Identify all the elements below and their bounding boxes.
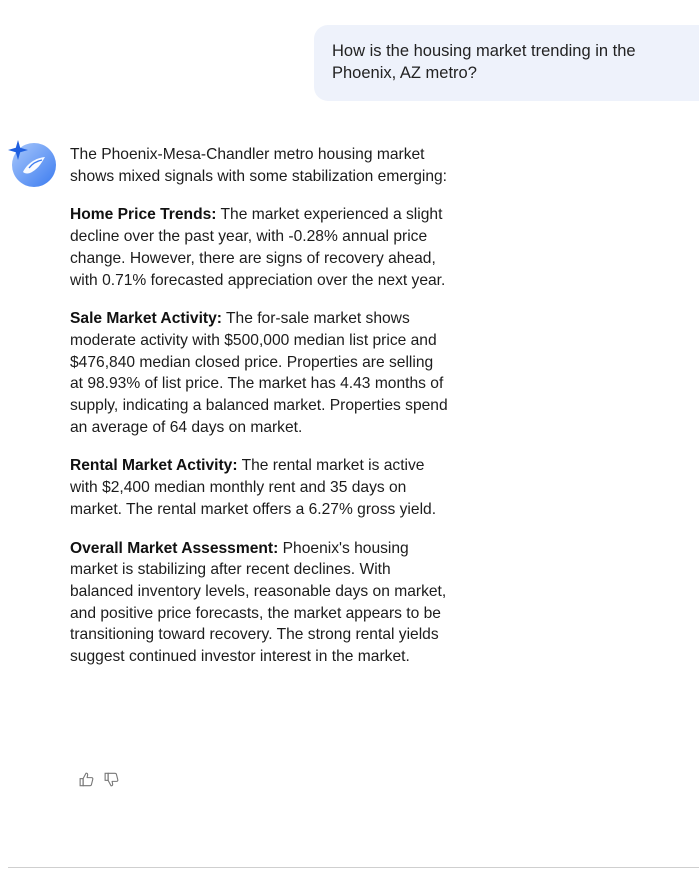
answer-intro: The Phoenix-Mesa-Chandler metro housing market shows mixed signals with some stabilization emerging: [70,146,448,185]
feedback-bar [78,771,120,788]
section-body: Phoenix's housing market is stabilizing after recent declines. With balanced inventory levels, reasonable days on market, and positive price forecasts, the market appears to be transitioning toward recovery. The strong rental yields suggest continued investor interest in the market. [70,539,447,666]
section-heading: Sale Market Activity: [70,310,222,328]
section-heading: Rental Market Activity: [70,457,238,475]
section-body: The rental market is active with $2,400 median monthly rent and 35 days on market. The rental market offers a 6.27% gross yield. [70,457,437,518]
thumbs-up-icon[interactable] [78,771,95,788]
assistant-answer [70,144,448,685]
thumbs-down-icon[interactable] [103,771,120,788]
section-body: The for-sale market shows moderate activity with $500,000 median list price and $476,840 median closed price. Properties are selling at 98.93% of list price. The market has 4.43 months of supply, indicating a balanced market. Properties spend an average of 64 days on market. [70,310,448,436]
section-heading: Home Price Trends: [70,206,217,224]
section-sale-market-activity [70,308,448,438]
assistant-avatar-icon [5,138,57,190]
section-overall-assessment [70,538,448,668]
user-message-text: How is the housing market trending in the Phoenix, AZ metro? [332,42,636,82]
user-message-bubble [314,25,699,101]
section-heading: Overall Market Assessment: [70,539,279,557]
divider [8,867,699,868]
section-home-price-trends [70,204,448,291]
section-rental-market-activity [70,455,448,520]
section-body: The market experienced a slight decline over the past year, with -0.28% annual price change. However, there are signs of recovery ahead, with 0.71% forecasted appreciation over the next year. [70,206,446,289]
